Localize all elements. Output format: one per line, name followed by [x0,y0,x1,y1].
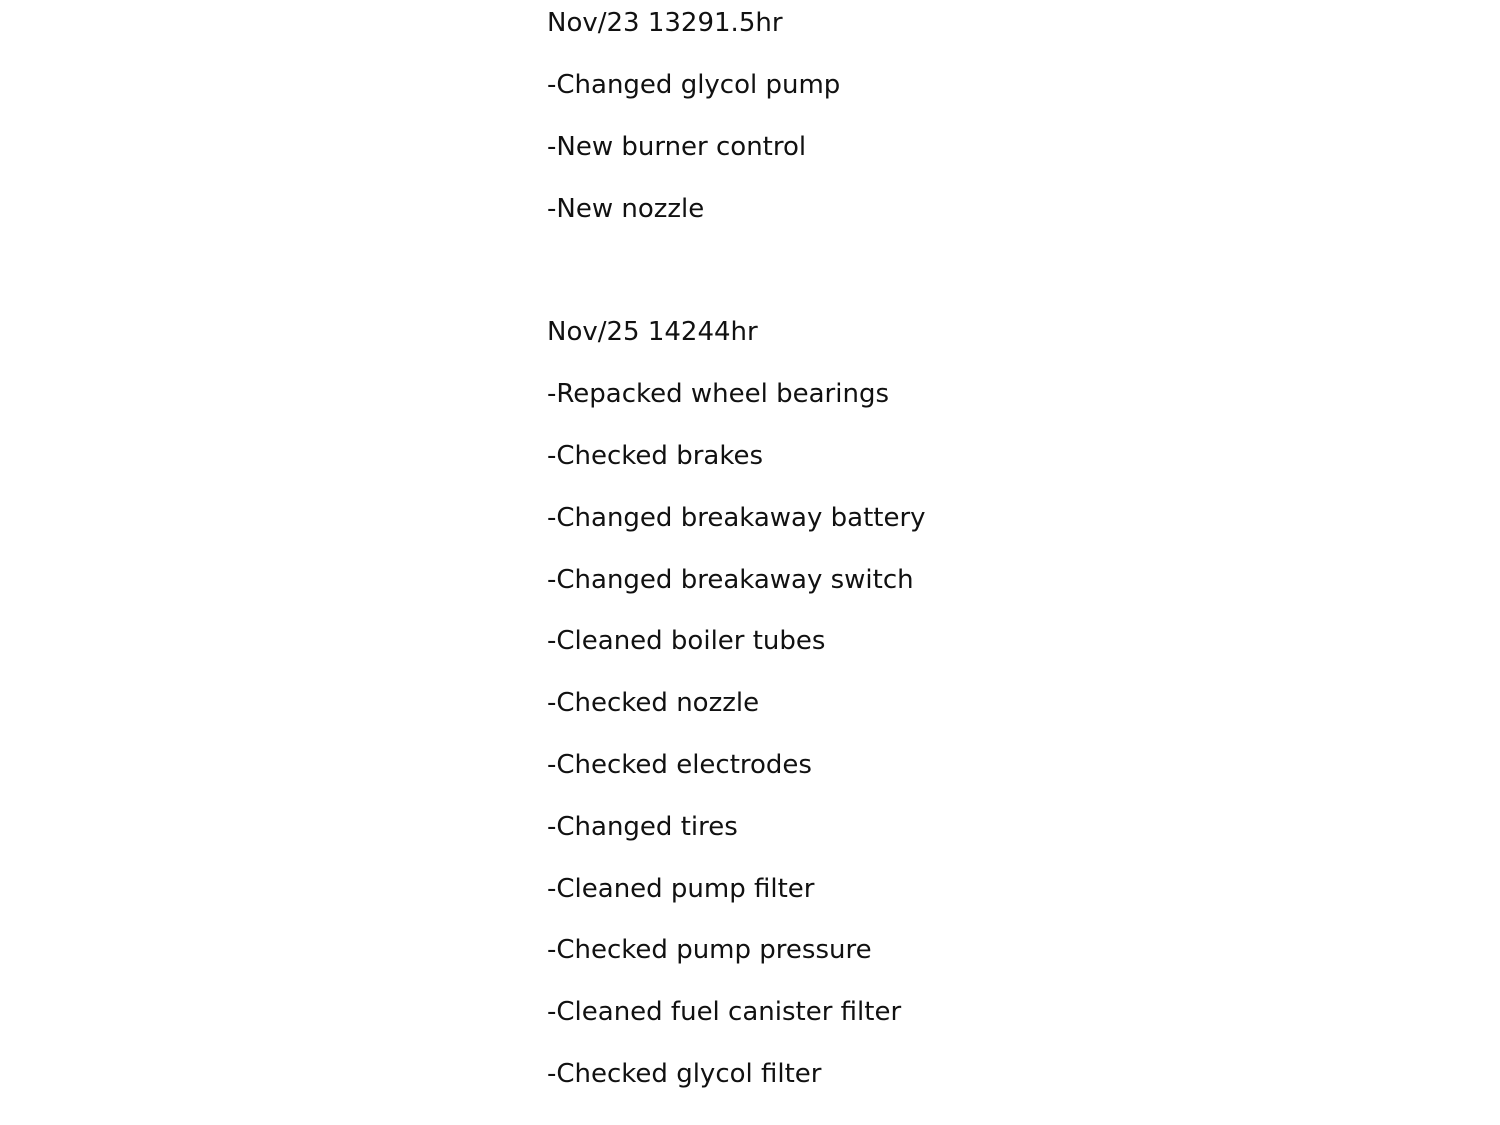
list-item: -New burner control [547,132,807,162]
list-item: -Cleaned fuel canister filter [547,997,902,1027]
list-item: -Checked nozzle [547,688,760,718]
list-item: -Checked electrodes [547,750,812,780]
list-item: -Checked brakes [547,441,763,471]
list-item: -Changed tires [547,812,738,842]
list-item: -Changed breakaway battery [547,503,926,533]
list-item: -Repacked wheel bearings [547,379,889,409]
list-item: -Changed breakaway switch [547,565,914,595]
list-item: -Changed glycol pump [547,70,841,100]
entry-header: Nov/23 13291.5hr [547,8,783,38]
list-item: -Checked pump pressure [547,935,872,965]
list-item: -New nozzle [547,194,705,224]
list-item: -Cleaned boiler tubes [547,626,826,656]
list-item: -Cleaned pump filter [547,874,815,904]
list-item: -Checked glycol filter [547,1059,822,1089]
entry-header: Nov/25 14244hr [547,317,758,347]
